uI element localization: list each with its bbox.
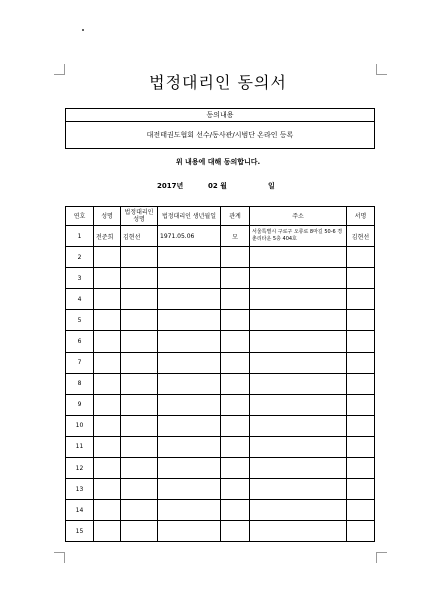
cell-address xyxy=(250,352,347,373)
cell-relation xyxy=(221,500,250,521)
cell-no: 2 xyxy=(66,247,94,268)
cell-relation xyxy=(221,247,250,268)
cell-name xyxy=(94,352,121,373)
cell-name xyxy=(94,479,121,500)
cell-relation xyxy=(221,458,250,479)
cell-relation xyxy=(221,436,250,457)
cell-name xyxy=(94,436,121,457)
cell-address xyxy=(250,394,347,415)
cell-name xyxy=(94,247,121,268)
cell-name xyxy=(94,458,121,479)
table-row xyxy=(66,458,375,479)
cell-guardian-name xyxy=(121,415,158,436)
cell-name xyxy=(94,289,121,310)
cell-relation xyxy=(221,352,250,373)
cell-address xyxy=(250,289,347,310)
consent-box xyxy=(65,108,375,149)
cell-guardian-birth xyxy=(158,479,221,500)
cell-signature xyxy=(347,373,375,394)
cell-guardian-birth xyxy=(158,331,221,352)
cell-name xyxy=(94,415,121,436)
cell-guardian-name xyxy=(121,500,158,521)
cell-no: 10 xyxy=(66,415,94,436)
cell-no: 11 xyxy=(66,436,94,457)
cell-signature xyxy=(347,521,375,542)
header-guardian-name: 법정대리인 성명 xyxy=(121,207,158,226)
date-year: 2017년 xyxy=(157,182,184,190)
cell-no: 1 xyxy=(66,226,94,247)
cell-guardian-name xyxy=(121,394,158,415)
cell-signature xyxy=(347,331,375,352)
cell-guardian-birth xyxy=(158,458,221,479)
cell-relation xyxy=(221,289,250,310)
cell-address xyxy=(250,331,347,352)
cell-signature xyxy=(347,247,375,268)
cell-no: 4 xyxy=(66,289,94,310)
cell-no: 9 xyxy=(66,394,94,415)
cell-no: 12 xyxy=(66,458,94,479)
cell-no: 3 xyxy=(66,268,94,289)
table-row xyxy=(66,436,375,457)
header-address: 주소 xyxy=(250,207,347,226)
cell-signature xyxy=(347,479,375,500)
table-row xyxy=(66,394,375,415)
cell-guardian-birth xyxy=(158,394,221,415)
cell-signature xyxy=(347,310,375,331)
table-row xyxy=(66,226,375,247)
cell-name xyxy=(94,310,121,331)
table-row xyxy=(66,352,375,373)
document-title: 법정대리인 동의서 xyxy=(149,73,287,92)
cell-guardian-name xyxy=(121,247,158,268)
cell-signature xyxy=(347,436,375,457)
cell-no: 15 xyxy=(66,521,94,542)
cell-guardian-name xyxy=(121,521,158,542)
table-row xyxy=(66,500,375,521)
cell-address xyxy=(250,521,347,542)
cell-signature xyxy=(347,268,375,289)
cell-relation xyxy=(221,521,250,542)
table-row xyxy=(66,331,375,352)
cell-signature xyxy=(347,415,375,436)
cell-guardian-birth xyxy=(158,310,221,331)
cell-address xyxy=(250,247,347,268)
cell-relation xyxy=(221,479,250,500)
cell-no: 6 xyxy=(66,331,94,352)
cell-name xyxy=(94,331,121,352)
table-row xyxy=(66,289,375,310)
cell-address xyxy=(250,500,347,521)
cell-guardian-birth xyxy=(158,500,221,521)
cell-guardian-birth xyxy=(158,289,221,310)
cell-relation xyxy=(221,394,250,415)
table-row xyxy=(66,415,375,436)
cell-guardian-name xyxy=(121,268,158,289)
cell-guardian-birth: 1971.05.06 xyxy=(158,226,221,247)
header-no: 연호 xyxy=(66,207,94,226)
table-header-row xyxy=(66,207,375,226)
table-row xyxy=(66,479,375,500)
table-row xyxy=(66,373,375,394)
crop-mark-bottom-left xyxy=(54,552,65,563)
cell-signature xyxy=(347,394,375,415)
confirm-statement: 위 내용에 대해 동의합니다. xyxy=(175,158,261,166)
cell-guardian-name xyxy=(121,436,158,457)
cell-guardian-birth xyxy=(158,436,221,457)
header-name: 성명 xyxy=(94,207,121,226)
cell-signature xyxy=(347,352,375,373)
date-month: 02 월 xyxy=(208,182,227,190)
cell-relation xyxy=(221,415,250,436)
cell-name xyxy=(94,500,121,521)
cell-no: 13 xyxy=(66,479,94,500)
cell-relation xyxy=(221,331,250,352)
cell-name xyxy=(94,268,121,289)
cell-guardian-name xyxy=(121,373,158,394)
table-row xyxy=(66,247,375,268)
stray-dot xyxy=(82,29,84,31)
cell-address: 서울특별시 구로구 오류로 8마길 50-6 경춘리타운 5층 404호 xyxy=(250,226,347,247)
cell-name xyxy=(94,373,121,394)
consent-content: 대전태권도협회 선수/동사관/시범단 온라인 등록 xyxy=(146,131,294,139)
cell-guardian-birth xyxy=(158,373,221,394)
cell-guardian-name xyxy=(121,352,158,373)
cell-guardian-name xyxy=(121,479,158,500)
cell-no: 7 xyxy=(66,352,94,373)
cell-no: 14 xyxy=(66,500,94,521)
table-row xyxy=(66,310,375,331)
cell-relation xyxy=(221,268,250,289)
cell-guardian-name xyxy=(121,289,158,310)
cell-guardian-birth xyxy=(158,415,221,436)
cell-guardian-birth xyxy=(158,352,221,373)
cell-guardian-name xyxy=(121,310,158,331)
cell-guardian-name xyxy=(121,458,158,479)
cell-address xyxy=(250,415,347,436)
cell-guardian-birth xyxy=(158,247,221,268)
cell-address xyxy=(250,479,347,500)
cell-signature xyxy=(347,458,375,479)
cell-address xyxy=(250,458,347,479)
table-row xyxy=(66,521,375,542)
crop-mark-bottom-right xyxy=(376,552,387,563)
cell-guardian-name xyxy=(121,331,158,352)
guardian-table xyxy=(65,206,375,542)
header-guardian-birth: 법정대리인 생년월일 xyxy=(158,207,221,226)
cell-address xyxy=(250,436,347,457)
header-signature: 서명 xyxy=(347,207,375,226)
cell-address xyxy=(250,373,347,394)
cell-relation: 모 xyxy=(221,226,250,247)
cell-address xyxy=(250,310,347,331)
header-relation: 관계 xyxy=(221,207,250,226)
cell-guardian-name: 김현선 xyxy=(121,226,158,247)
date-day: 일 xyxy=(268,182,275,190)
cell-signature xyxy=(347,500,375,521)
cell-name xyxy=(94,394,121,415)
cell-address xyxy=(250,268,347,289)
cell-name xyxy=(94,521,121,542)
cell-guardian-birth xyxy=(158,521,221,542)
cell-signature: 김현선 xyxy=(347,226,375,247)
cell-no: 5 xyxy=(66,310,94,331)
cell-no: 8 xyxy=(66,373,94,394)
cell-name: 전준희 xyxy=(94,226,121,247)
cell-signature xyxy=(347,289,375,310)
consent-heading: 동의내용 xyxy=(66,109,374,122)
cell-guardian-birth xyxy=(158,268,221,289)
cell-relation xyxy=(221,310,250,331)
cell-relation xyxy=(221,373,250,394)
table-row xyxy=(66,268,375,289)
